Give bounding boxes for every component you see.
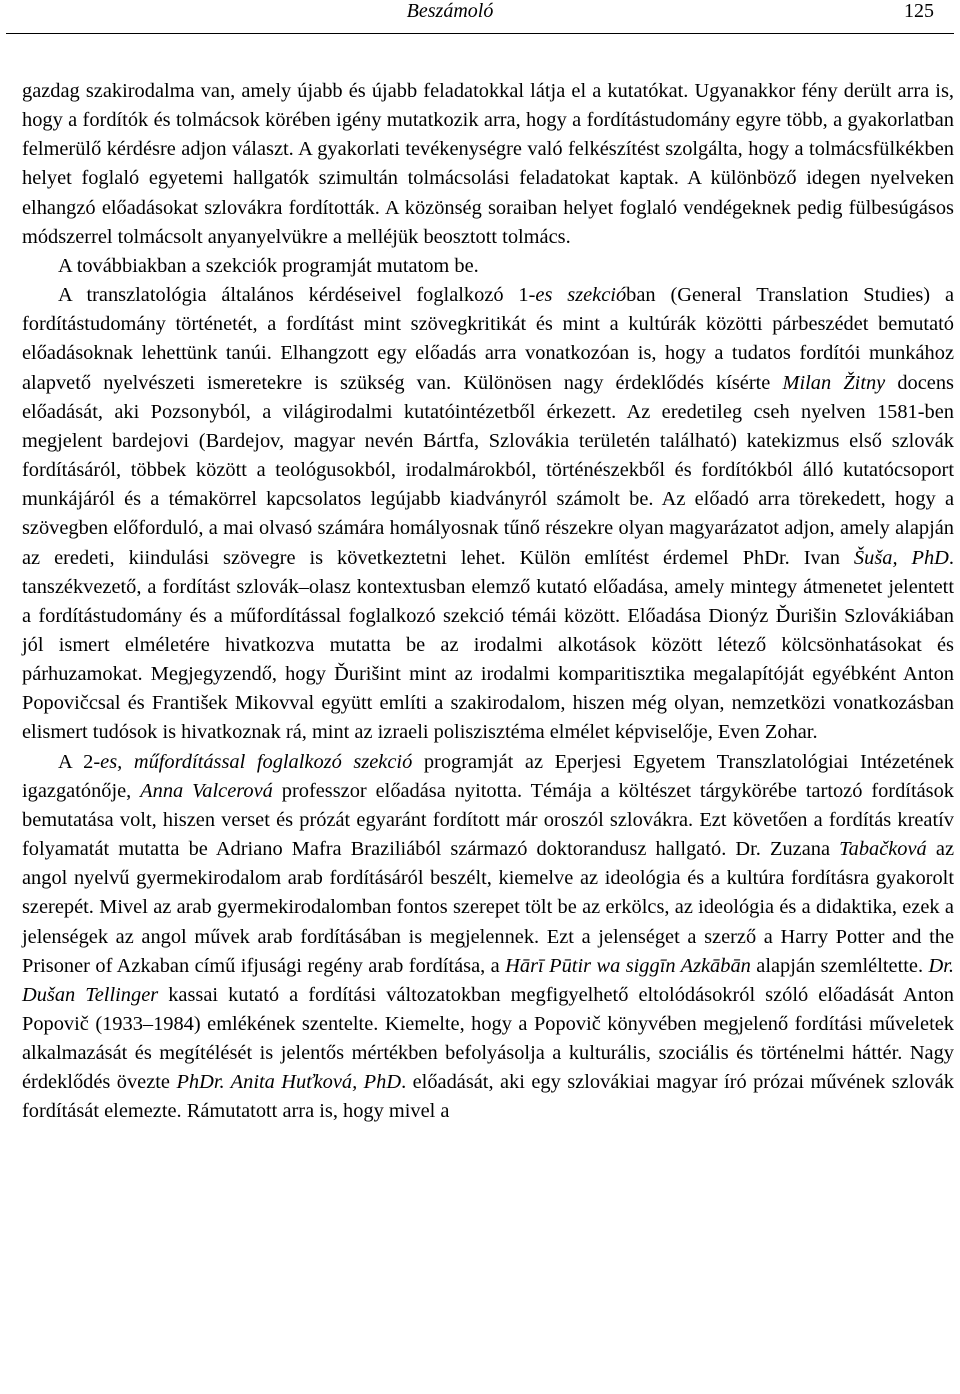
- paragraph-text: programját az Eperjesi Egyetem Transzlatológiai Intézetének igazgatónője,: [22, 750, 954, 802]
- italic-text: es, műfordítással foglalkozó szekció: [100, 750, 413, 773]
- italic-text: Hārī Pūtir wa siggīn Azkābān: [505, 954, 751, 977]
- italic-text: Šuša, PhD: [853, 546, 949, 569]
- paragraph-text: A továbbiakban a szekciók programját mutatom be.: [58, 254, 479, 277]
- italic-text: Dr. Dušan Tellinger: [22, 954, 954, 1006]
- paragraph: [22, 748, 954, 1127]
- paragraph-text: professzor előadása nyitotta. Témája a költészet tárgykörébe tartozó fordítások bemutatása volt, hiszen verset és prózát egyaránt fordított már oroszól szlovákra. Ezt követően a fordítás kreatív folyamatát mutatta be Adriano Mafra Braziliából származó doktorandusz hallgató. Dr. Zuzana: [22, 779, 954, 861]
- page-number: 125: [904, 0, 934, 22]
- paragraph: [22, 281, 954, 748]
- body-text: [22, 77, 954, 1127]
- paragraph-text: kassai kutató a fordítási változatokban megfigyelhető eltolódásokról szóló előadását Anton Popovič (1933–1984) emlékének szentelte. Kiemelte, hogy a Popovič könyvében megjelenő fordítási műveletek alkalmazását és megítélését is jelentős mértékben befolyásolja a kulturális, szociális és történelmi háttér. Nagy érdeklődés övezte: [22, 983, 954, 1094]
- italic-text: Anna Valcerová: [140, 779, 273, 802]
- paragraph-text: docens előadását, aki Pozsonyból, a világirodalmi kutatóintézetből érkezett. Az eredetileg cseh nyelven 1581-ben megjelent bardejovi (Bardejov, magyar nevén Bártfa, Szlovákia területén található) katekizmus első szlovák fordításáról, többek között a teológusokból, irodalmárokból, történészekből és fordítókból álló kutatócsoport munkájáról és a témakörrel kapcsolatos legújabb kiadványról számolt be. Az előadó arra törekedett, hogy a szövegben előforduló, a mai olvasó számára homályosnak tűnő részekre olyan magyarázatot adjon, amely alapján az eredeti, kiindulási szövegre is következtetni lehet. Külön említést érdemel PhDr. Ivan: [22, 371, 954, 569]
- paragraph-text: az angol nyelvű gyermekirodalom arab fordításáról beszélt, kiemelve az ideológia és a kultúra fordításra gyakorolt szerepét. Mivel az arab gyermekirodalomban fontos szerepet tölt be az erkölcs, az ideológia és a didaktika, ezek a jelenségek az angol művek arab fordításában is megjelennek. Ezt a jelenséget a szerző a Harry Potter and the Prisoner of Azkaban című ifjusági regény arab fordítása, a: [22, 838, 954, 977]
- paragraph-text: . tanszékvezető, a fordítást szlovák–olasz kontextusban elemző kutató előadása, amely mintegy átmenetet jelentett a fordítástudomány és a műfordítással foglalkozó szekció témái között. Előadása Dionýz Ďurišin Szlovákiában jól ismert elméletére hivatkozva mutatta be az irodalmi alkotások között létező kölcsönhatásokat és párhuzamokat. Megjegyzendő, hogy Ďurišint mint az irodalmi komparitisztika megalapítóját egyébként Anton Popovičcsal és František Mikovval együtt említi a szakirodalom, hiszen még olyan, nemzetközi vonatkozásban elismert tudósok is hivatkoznak rá, mint az izraeli poliszisztéma elmélet képviselője, Even Zohar.: [22, 546, 955, 744]
- italic-text: es szekció: [535, 284, 627, 307]
- paragraph-text: A transzlatológia általános kérdéseivel foglalkozó 1-: [58, 284, 536, 307]
- page-header: [0, 0, 960, 30]
- italic-text: Milan Žitny: [782, 371, 886, 394]
- italic-text: Tabačková: [839, 838, 927, 861]
- paragraph-text: gazdag szakirodalma van, amely újabb és újabb feladatokkal látja el a kutatókat. Ugyanakkor fény derült arra is, hogy a fordítók és tolmácsok körében igény mutatkozik arra, hogy a fordítástudomány egyre több, a gyakorlatban felmerülő kérdésre adjon választ. A gyakorlati tevékenységre való felkészítést szolgálta, hogy a tolmácsfülkékben helyet foglaló egyetemi hallgatók szimultán tolmácsolási feladatokat kaptak. A különböző idegen nyelveken elhangzó előadásokat szlovákra fordították. A közönség soraiban helyet foglaló vendégeknek pedig fülbesúgásos módszerrel tolmácsolt anyanyelvükre a melléjük beosztott tolmács.: [22, 80, 954, 248]
- paragraph-text: A 2-: [58, 750, 101, 773]
- header-rule: [6, 33, 954, 34]
- italic-text: PhDr. Anita Huťková, PhD: [176, 1071, 402, 1094]
- running-title: Beszámoló: [406, 0, 494, 22]
- paragraph-text: ban (General Translation Studies) a fordítástudomány történetét, a fordítást mint szövegkritikát és mint a kultúrák közötti párbeszédet bemutató előadásoknak lehettünk tanúi. Elhangzott egy előadás arra vonatkozóan is, hogy a tudatos fordítói munkához alapvető nyelvészeti ismeretekre is szükség van. Különösen nagy érdeklődés kísérte: [22, 284, 955, 394]
- paragraph-text: alapján szemléltette.: [750, 954, 929, 977]
- paragraph: [22, 252, 954, 281]
- paragraph: [22, 77, 954, 252]
- paragraph-text: . előadását, aki egy szlovákiai magyar író prózai művének szlovák fordítását elemezte. Rámutatott arra is, hogy mivel a: [22, 1071, 954, 1123]
